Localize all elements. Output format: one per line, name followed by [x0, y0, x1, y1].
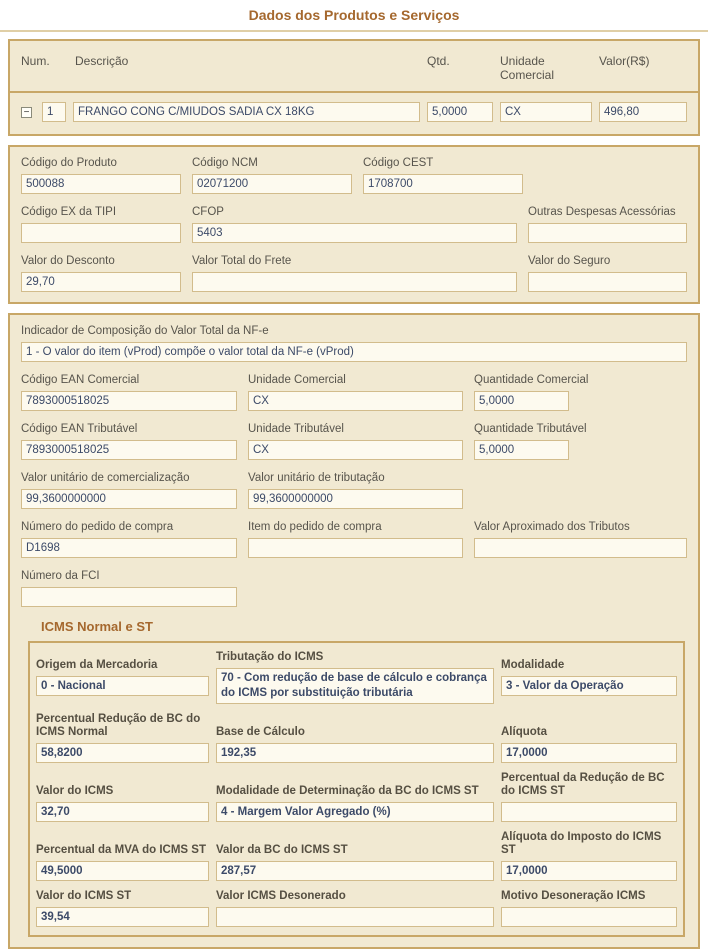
modalidade-bc-st-field-group	[216, 772, 494, 822]
perc-reducao-bc-st-input[interactable]	[501, 802, 677, 822]
numero-fci-label: Número da FCI	[21, 570, 100, 582]
valor-bc-st-input[interactable]	[216, 861, 494, 881]
valor-seguro-input[interactable]	[528, 272, 687, 292]
indicador-composicao-input[interactable]	[21, 342, 687, 362]
valor-icms-input[interactable]	[36, 802, 209, 822]
codigo-cest-input[interactable]	[363, 174, 523, 194]
unidade-comercial-field-group	[248, 374, 463, 411]
row-descricao-field[interactable]	[73, 102, 420, 122]
aliquota-label: Alíquota	[501, 726, 547, 738]
ean-comercial-field-group	[21, 374, 237, 411]
title-divider	[0, 30, 708, 32]
aliquota-st-label: Alíquota do Imposto do ICMS ST	[501, 831, 662, 856]
cfop-label: CFOP	[192, 206, 224, 218]
modalidade-input[interactable]	[501, 676, 677, 696]
base-calculo-field-group	[216, 713, 494, 763]
motivo-desoneracao-field-group	[501, 890, 677, 927]
products-table-section	[8, 39, 700, 136]
numero-fci-field-group	[21, 570, 237, 607]
column-header-valor: Valor(R$)	[599, 54, 650, 68]
valor-aprox-tributos-input[interactable]	[474, 538, 687, 558]
ean-tributavel-input[interactable]	[21, 440, 237, 460]
modalidade-label: Modalidade	[501, 659, 565, 671]
ean-tributavel-field-group	[21, 423, 237, 460]
valor-frete-field-group	[192, 255, 517, 292]
valor-desconto-input[interactable]	[21, 272, 181, 292]
quantidade-tributavel-input[interactable]	[474, 440, 569, 460]
codigo-ncm-label: Código NCM	[192, 157, 258, 169]
valor-unitario-comercializacao-field-group	[21, 472, 237, 509]
aliquota-field-group	[501, 713, 677, 763]
valor-desconto-field-group	[21, 255, 181, 292]
tributacao-icms-input[interactable]: 70 - Com redução de base de cálculo e cobrança do ICMS por substituição tributária	[216, 668, 494, 704]
motivo-desoneracao-input[interactable]	[501, 907, 677, 927]
valor-icms-st-field-group	[36, 890, 209, 927]
commercial-data-section	[8, 313, 700, 949]
page-title: Dados dos Produtos e Serviços	[248, 7, 460, 23]
valor-frete-label: Valor Total do Frete	[192, 255, 292, 267]
valor-bc-st-label: Valor da BC do ICMS ST	[216, 844, 348, 856]
codigo-ncm-field-group	[192, 157, 352, 194]
valor-icms-field-group	[36, 772, 209, 822]
modalidade-bc-st-input[interactable]	[216, 802, 494, 822]
quantidade-comercial-field-group	[474, 374, 687, 411]
product-codes-section	[8, 145, 700, 304]
valor-unitario-tributacao-input[interactable]	[248, 489, 463, 509]
codigo-produto-input[interactable]	[21, 174, 181, 194]
table-row	[21, 93, 687, 124]
unidade-tributavel-label: Unidade Tributável	[248, 423, 344, 435]
codigo-produto-label: Código do Produto	[21, 157, 117, 169]
valor-icms-desonerado-field-group	[216, 890, 494, 927]
indicador-composicao-label: Indicador de Composição do Valor Total da NF-e	[21, 325, 269, 337]
valor-seguro-label: Valor do Seguro	[528, 255, 611, 267]
base-calculo-input[interactable]	[216, 743, 494, 763]
products-table-header	[10, 41, 698, 93]
row-num-field[interactable]	[42, 102, 66, 122]
valor-aprox-tributos-field-group	[474, 521, 687, 558]
unidade-tributavel-field-group	[248, 423, 463, 460]
perc-mva-st-label: Percentual da MVA do ICMS ST	[36, 844, 206, 856]
column-header-qtd: Qtd.	[427, 54, 450, 68]
column-header-unidade: Unidade Comercial	[500, 54, 555, 82]
icms-box	[28, 641, 685, 937]
perc-reducao-bc-st-label: Percentual da Redução de BC do ICMS ST	[501, 772, 665, 797]
valor-frete-input[interactable]	[192, 272, 517, 292]
perc-mva-st-field-group	[36, 831, 209, 881]
numero-pedido-label: Número do pedido de compra	[21, 521, 174, 533]
collapse-row-icon[interactable]: −	[21, 107, 32, 118]
ean-tributavel-label: Código EAN Tributável	[21, 423, 138, 435]
aliquota-st-input[interactable]	[501, 861, 677, 881]
valor-desconto-label: Valor do Desconto	[21, 255, 115, 267]
codigo-ex-tipi-input[interactable]	[21, 223, 181, 243]
codigo-ncm-input[interactable]	[192, 174, 352, 194]
ean-comercial-label: Código EAN Comercial	[21, 374, 140, 386]
valor-unitario-tributacao-label: Valor unitário de tributação	[248, 472, 385, 484]
aliquota-input[interactable]	[501, 743, 677, 763]
outras-despesas-label: Outras Despesas Acessórias	[528, 206, 676, 218]
valor-icms-desonerado-label: Valor ICMS Desonerado	[216, 890, 346, 902]
valor-icms-desonerado-input[interactable]	[216, 907, 494, 927]
perc-mva-st-input[interactable]	[36, 861, 209, 881]
ean-comercial-input[interactable]	[21, 391, 237, 411]
tributacao-icms-field-group	[216, 651, 494, 704]
motivo-desoneracao-label: Motivo Desoneração ICMS	[501, 890, 646, 902]
row-valor-field[interactable]	[599, 102, 687, 122]
outras-despesas-input[interactable]	[528, 223, 687, 243]
cfop-field-group	[192, 206, 517, 243]
icms-section-heading: ICMS Normal e ST	[41, 619, 153, 634]
origem-mercadoria-field-group	[36, 651, 209, 704]
codigo-ex-tipi-field-group	[21, 206, 181, 243]
column-header-descricao: Descrição	[75, 54, 129, 68]
item-pedido-field-group	[248, 521, 463, 558]
numero-pedido-field-group	[21, 521, 237, 558]
codigo-ex-tipi-label: Código EX da TIPI	[21, 206, 117, 218]
cfop-input[interactable]	[192, 223, 517, 243]
codigo-produto-field-group	[21, 157, 181, 194]
origem-mercadoria-input[interactable]	[36, 676, 209, 696]
numero-fci-input[interactable]	[21, 587, 237, 607]
outras-despesas-field-group	[528, 206, 687, 243]
perc-reducao-bc-normal-field-group	[36, 713, 209, 763]
quantidade-comercial-label: Quantidade Comercial	[474, 374, 589, 386]
unidade-comercial-input[interactable]	[248, 391, 463, 411]
numero-pedido-input[interactable]	[21, 538, 237, 558]
item-pedido-input[interactable]	[248, 538, 463, 558]
origem-mercadoria-label: Origem da Mercadoria	[36, 659, 158, 671]
valor-icms-st-label: Valor do ICMS ST	[36, 890, 132, 902]
tributacao-icms-label: Tributação do ICMS	[216, 651, 324, 663]
unidade-comercial-label: Unidade Comercial	[248, 374, 346, 386]
perc-reducao-bc-normal-label: Percentual Redução de BC do ICMS Normal	[36, 713, 201, 738]
valor-seguro-field-group	[528, 255, 687, 292]
item-pedido-label: Item do pedido de compra	[248, 521, 382, 533]
modalidade-bc-st-label: Modalidade de Determinação da BC do ICMS ST	[216, 785, 479, 797]
valor-unitario-comercializacao-label: Valor unitário de comercialização	[21, 472, 190, 484]
codigo-cest-label: Código CEST	[363, 157, 434, 169]
valor-icms-st-input[interactable]	[36, 907, 209, 927]
unidade-tributavel-input[interactable]	[248, 440, 463, 460]
perc-reducao-bc-st-field-group	[501, 772, 677, 822]
aliquota-st-field-group	[501, 831, 677, 881]
valor-unitario-comercializacao-input[interactable]	[21, 489, 237, 509]
quantidade-tributavel-field-group	[474, 423, 687, 460]
codigo-cest-field-group	[363, 157, 523, 194]
quantidade-tributavel-label: Quantidade Tributável	[474, 423, 587, 435]
valor-aprox-tributos-label: Valor Aproximado dos Tributos	[474, 521, 630, 533]
row-qtd-field[interactable]	[427, 102, 493, 122]
perc-reducao-bc-normal-input[interactable]	[36, 743, 209, 763]
valor-bc-st-field-group	[216, 831, 494, 881]
valor-unitario-tributacao-field-group	[248, 472, 463, 509]
quantidade-comercial-input[interactable]	[474, 391, 569, 411]
base-calculo-label: Base de Cálculo	[216, 726, 305, 738]
indicador-composicao-field-group	[21, 325, 687, 362]
valor-icms-label: Valor do ICMS	[36, 785, 114, 797]
modalidade-field-group	[501, 651, 677, 704]
column-header-num: Num.	[21, 54, 50, 68]
row-unidade-field[interactable]	[500, 102, 592, 122]
